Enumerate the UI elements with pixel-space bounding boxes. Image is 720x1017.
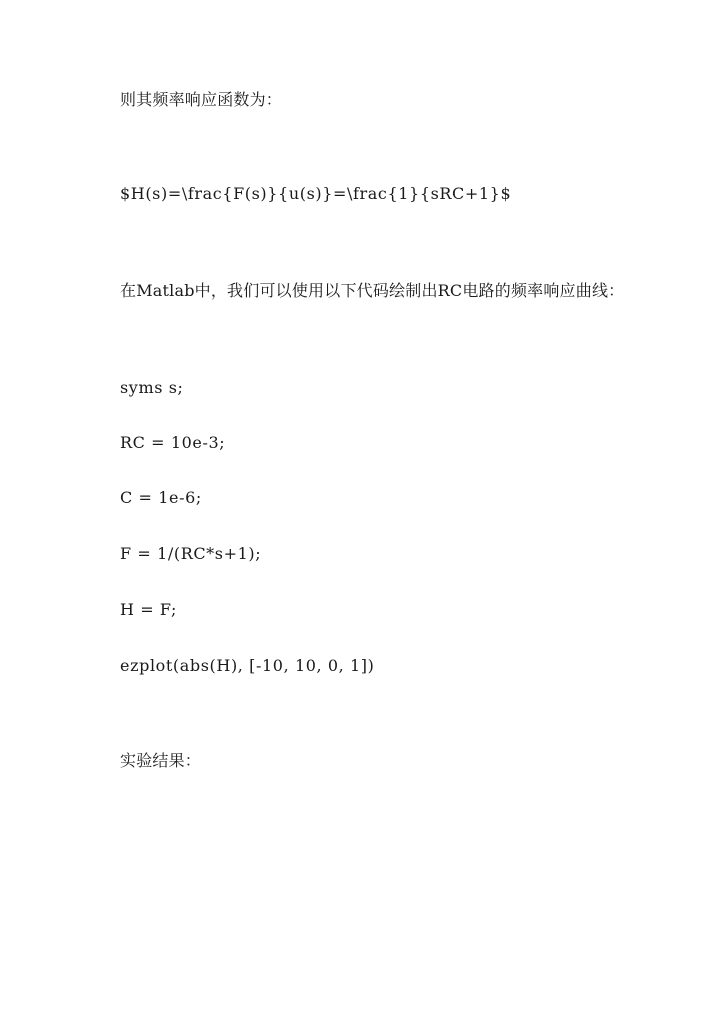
code-line: F = 1/(RC*s+1);	[120, 544, 262, 563]
results-heading: 实验结果：	[120, 751, 202, 770]
matlab-intro-text: 在Matlab中，我们可以使用以下代码绘制出RC电路的频率响应曲线：	[120, 281, 625, 300]
code-line: syms s;	[120, 378, 184, 397]
transfer-function-formula: $H(s)=\frac{F(s)}{u(s)}=\frac{1}{sRC+1}$	[120, 184, 512, 203]
intro-text: 则其频率响应函数为：	[120, 90, 283, 109]
code-line: ezplot(abs(H), [-10, 10, 0, 1])	[120, 656, 375, 675]
code-line: H = F;	[120, 600, 178, 619]
code-line: C = 1e-6;	[120, 488, 202, 507]
code-line: RC = 10e-3;	[120, 433, 226, 452]
